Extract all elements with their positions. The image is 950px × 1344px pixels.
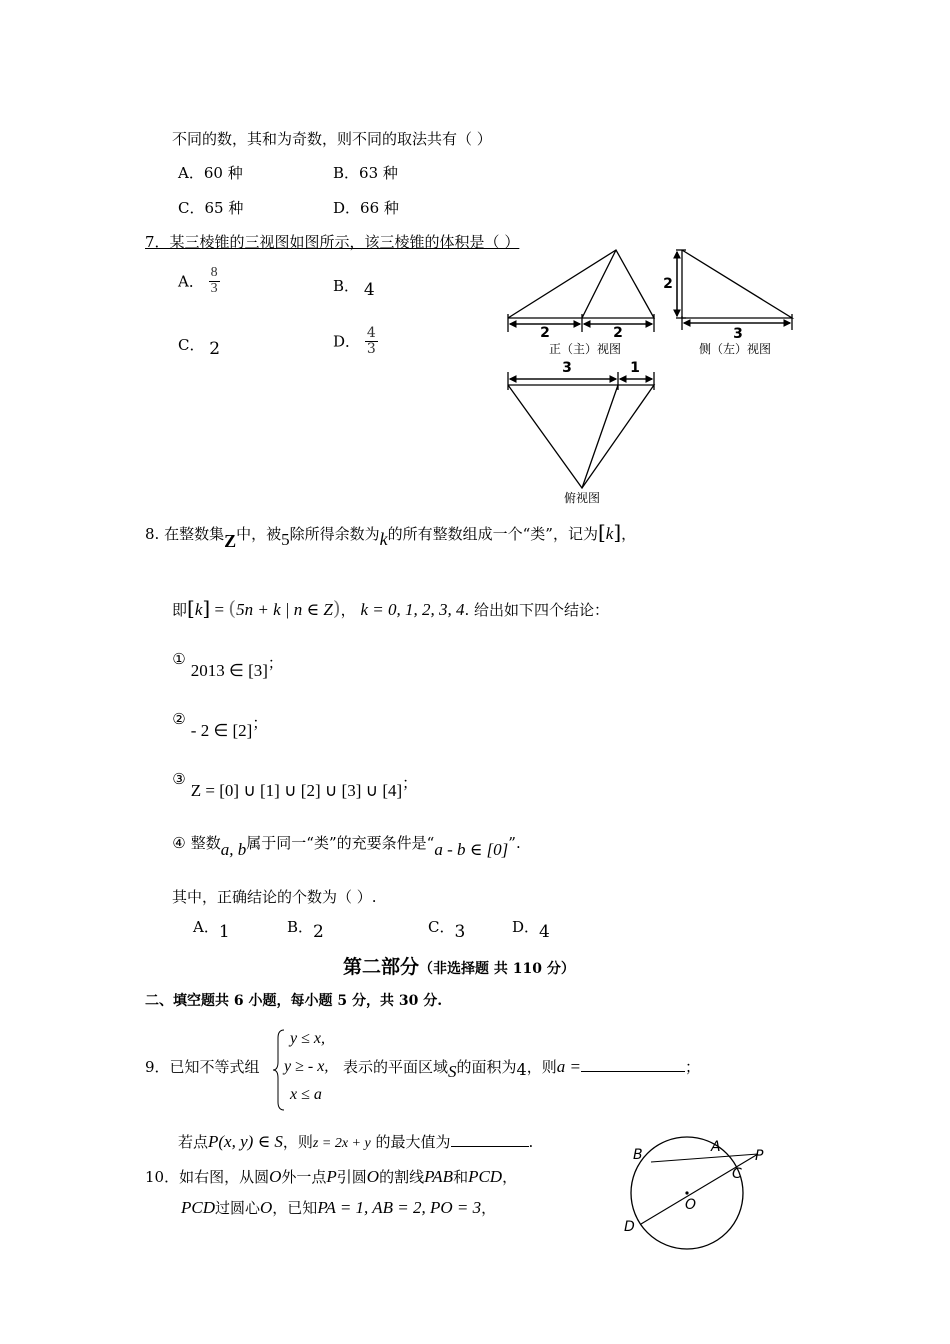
q10-given: PA = 1, AB = 2, PO = 3 <box>317 1198 482 1217</box>
conclusion-4-b: 属于同一“类”的充要条件是“ <box>246 834 435 852</box>
conclusion-4-c: ”. <box>508 834 521 852</box>
q7-option-c[interactable] <box>178 334 221 359</box>
q8-option-a[interactable] <box>193 916 230 942</box>
secant-PAB <box>651 1154 758 1162</box>
conclusion-2-math: - 2 ∈ [2] <box>190 721 253 740</box>
q9-area: 4 <box>516 1060 527 1079</box>
label-O: O <box>685 1197 697 1213</box>
q7-option-b-label: B． <box>333 277 360 295</box>
q8-b-label: B． <box>287 918 314 936</box>
q6-option-a[interactable]: A．60 种 <box>178 164 243 182</box>
q8-line1-a: 8. 在整数集 <box>145 525 225 543</box>
q10-line1-c: 引圆 <box>336 1168 367 1186</box>
q7-option-b[interactable] <box>333 275 375 300</box>
top-dim-right: 1 <box>630 360 640 376</box>
q6-option-c[interactable]: C．65 种 <box>178 199 244 217</box>
q9-ineq-3: x ≤ a <box>290 1086 322 1103</box>
q9-line1-rest <box>343 1056 700 1081</box>
q9-line2 <box>178 1131 533 1152</box>
q8-line1-b: 中，被 <box>236 525 282 543</box>
q10-line2 <box>181 1197 496 1218</box>
conclusion-3-end: ； <box>402 774 418 792</box>
conclusion-3-marker: ③ <box>172 770 186 788</box>
q10-line2-end: ， <box>481 1199 497 1217</box>
q8-option-c[interactable] <box>428 916 466 942</box>
q8-line2-a: 即 <box>172 601 188 619</box>
q7-option-c-value: 2 <box>209 339 221 359</box>
q8-k: k <box>379 529 388 549</box>
label-D: D <box>624 1219 635 1235</box>
q9-ineq-2: y ≥ - x, <box>284 1058 329 1075</box>
conclusion-1-math: 2013 ∈ [3] <box>190 661 268 680</box>
q8-set-builder: 5n + k | n ∈ Z <box>236 600 333 619</box>
q7-option-d-label: D． <box>333 332 361 351</box>
label-A: A <box>711 1139 721 1155</box>
q7-option-a-fraction <box>209 266 220 296</box>
q9-a-eq: a = <box>556 1057 581 1076</box>
conclusion-2-end: ； <box>252 714 268 732</box>
q9-S: S <box>448 1062 457 1081</box>
q7-d-denominator: 3 <box>366 340 376 357</box>
q8-line2-comma: ， <box>340 601 356 619</box>
q10-O1: O <box>269 1167 282 1186</box>
front-dim-right: 2 <box>613 325 623 341</box>
q9-line2-a: 若点 <box>178 1133 209 1151</box>
q9-line2-b: ，则 <box>282 1133 313 1151</box>
q9-z-expr: z = 2x + y <box>312 1136 371 1151</box>
q9-line2-c: 的最大值为 <box>375 1133 451 1151</box>
q7-d-numerator: 4 <box>366 325 376 341</box>
q8-conclusion-4 <box>172 832 521 859</box>
front-view-label: 正（主）视图 <box>548 342 622 356</box>
q7-option-a[interactable] <box>178 266 220 296</box>
part2-subtitle: （非选择题 共 110 分） <box>419 961 575 977</box>
side-view-drawing <box>676 250 792 330</box>
q7-a-denominator: 3 <box>210 280 218 296</box>
q10-line2-b: ，已知 <box>272 1199 318 1217</box>
q8-c-label: C． <box>428 918 455 936</box>
conclusion-4-a: 整数 <box>190 834 221 852</box>
top-view-drawing <box>508 372 654 488</box>
q8-line1: 8. 在整数集Z中，被5除所得余数为k的所有整数组成一个“类”，记为[k]， <box>145 520 637 551</box>
q10-PCD: PCD <box>468 1167 503 1186</box>
q8-conclusion-1 <box>172 650 283 680</box>
front-dim-left: 2 <box>540 325 550 341</box>
q9-answer-blank-1[interactable] <box>581 1071 685 1072</box>
q10-O2: O <box>366 1167 380 1186</box>
conclusion-4-ab: a, b <box>220 840 247 859</box>
q8-conclusion-3 <box>172 770 418 800</box>
side-dim-height: 2 <box>663 276 673 292</box>
front-view-drawing <box>508 250 654 332</box>
q10-P: P <box>326 1167 337 1186</box>
conclusion-2-marker: ② <box>172 710 186 728</box>
q6-stem: 不同的数，其和为奇数，则不同的取法共有（ ） <box>172 130 492 148</box>
q9-point-P: P(x, y) ∈ S <box>208 1132 283 1151</box>
q8-set-z: Z <box>224 531 237 551</box>
q10-line1-end: ， <box>502 1168 518 1186</box>
q8-line1-d: 的所有整数组成一个“类”，记为 <box>387 525 598 543</box>
q8-c-value: 3 <box>454 922 466 942</box>
q6-option-b[interactable]: B．63 种 <box>333 164 398 182</box>
q10-circle-figure <box>615 1136 790 1256</box>
q10-PAB: PAB <box>424 1167 454 1186</box>
q10-line1-d: 的割线 <box>379 1168 425 1186</box>
q8-a-label: A． <box>193 918 219 936</box>
q6-option-d[interactable]: D．66 种 <box>333 199 399 217</box>
q8-line2-b: . 给出如下四个结论： <box>464 601 610 619</box>
q9-end: ； <box>684 1058 700 1076</box>
q8-option-b[interactable] <box>287 916 324 942</box>
part2-title: 第二部分 <box>343 956 420 978</box>
q8-d-label: D． <box>512 918 540 936</box>
q7-three-view-figure <box>500 240 810 510</box>
conclusion-1-marker: ① <box>172 650 186 668</box>
q7-a-numerator: 8 <box>210 265 218 280</box>
label-P: P <box>755 1148 764 1164</box>
section-fill-in-title: 二、填空题共 6 小题，每小题 5 分，共 30 分. <box>145 993 443 1009</box>
conclusion-4-marker: ④ <box>172 834 186 852</box>
q8-five: 5 <box>281 530 290 549</box>
q7-option-b-value: 4 <box>363 280 375 300</box>
conclusion-4-math: a - b ∈ [0] <box>434 840 509 859</box>
q10-line2-O: O <box>260 1198 273 1217</box>
center-dot <box>685 1191 688 1194</box>
q7-option-a-label: A． <box>178 272 204 291</box>
q9-ineq-1: y ≤ x, <box>290 1030 325 1047</box>
q10-line1 <box>145 1166 517 1187</box>
top-dim-left: 3 <box>562 360 572 376</box>
q9-mid: 表示的平面区域 <box>343 1058 449 1076</box>
q10-line1-b: 外一点 <box>281 1168 327 1186</box>
q8-option-d[interactable] <box>512 916 550 942</box>
side-dim-width: 3 <box>733 326 743 342</box>
conclusion-1-end: ； <box>267 654 283 672</box>
q8-conclusion-2 <box>172 710 268 740</box>
q9-mid3: ，则 <box>526 1058 557 1076</box>
part2-heading <box>343 952 575 979</box>
q10-line2-PCD: PCD <box>181 1198 215 1217</box>
q7-stem: 7．某三棱锥的三视图如图所示，该三棱锥的体积是（ ） <box>145 233 520 251</box>
q8-a-value: 1 <box>218 922 230 942</box>
q7-option-d[interactable] <box>333 326 378 356</box>
q7-option-c-label: C． <box>178 336 205 354</box>
q9-line2-end: . <box>528 1133 534 1151</box>
q10-line2-a: 过圆心 <box>215 1199 261 1217</box>
q9-mid2: 的面积为 <box>456 1058 517 1076</box>
q8-b-value: 2 <box>313 922 324 942</box>
top-view-label: 俯视图 <box>563 491 601 505</box>
q10-and: 和 <box>453 1168 469 1186</box>
side-view-label: 侧（左）视图 <box>698 342 772 356</box>
q8-d-value: 4 <box>539 922 550 942</box>
secant-PCD <box>641 1154 758 1224</box>
label-B: B <box>633 1147 643 1163</box>
q9-answer-blank-2[interactable] <box>451 1146 529 1147</box>
q8-k-values: k = 0, 1, 2, 3, 4 <box>360 600 465 619</box>
q8-class-k: k <box>605 524 614 543</box>
q8-line2: 即[k] = (5n + k | n ∈ Z)， k = 0, 1, 2, 3, 4. 给出如下四个结论： <box>172 596 610 620</box>
q9-label: 9．已知不等式组 <box>145 1058 260 1076</box>
conclusion-3-math: Z = [0] ∪ [1] ∪ [2] ∪ [3] ∪ [4] <box>190 781 403 800</box>
q8-conclusion-prompt: 其中，正确结论的个数为（ ）. <box>172 888 377 906</box>
q8-line1-e: ， <box>621 525 637 543</box>
q7-option-d-fraction <box>365 326 378 356</box>
q10-line1-a: 10．如右图，从圆 <box>145 1168 270 1186</box>
label-C: C <box>732 1166 742 1182</box>
q8-line1-c: 除所得余数为 <box>289 525 380 543</box>
